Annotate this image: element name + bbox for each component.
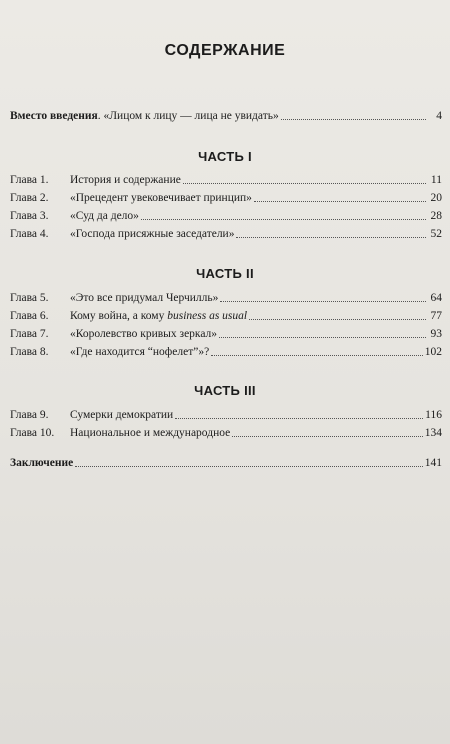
chapter-number: Глава 5. xyxy=(10,292,49,304)
chapter-title: «Это все придумал Черчилль» xyxy=(70,292,219,304)
chapter-number: Глава 4. xyxy=(10,228,49,240)
toc-entry-intro[interactable] xyxy=(10,108,442,124)
page-number: 52 xyxy=(430,228,442,240)
toc-entry-chapter-8[interactable] xyxy=(10,344,442,360)
chapter-number: Глава 7. xyxy=(10,328,49,340)
toc-entry-chapter-9[interactable] xyxy=(10,407,442,423)
toc-entry-chapter-5[interactable] xyxy=(10,290,442,306)
chapter-number: Глава 10. xyxy=(10,427,55,439)
dot-leader xyxy=(219,326,426,338)
toc-entry-chapter-2[interactable] xyxy=(10,190,442,206)
page-number: 64 xyxy=(430,292,442,304)
chapter-number: Глава 6. xyxy=(10,310,49,322)
page-number: 93 xyxy=(430,328,442,340)
part-heading-2: ЧАСТЬ II xyxy=(196,266,254,281)
chapter-number: Глава 1. xyxy=(10,174,49,186)
chapter-title: «Где находится “нофелет”»? xyxy=(70,346,210,358)
page-number: 141 xyxy=(424,457,442,469)
chapter-number: Глава 9. xyxy=(10,409,49,421)
page-number: 20 xyxy=(430,192,442,204)
toc-entry-chapter-7[interactable] xyxy=(10,326,442,342)
chapter-title: Национальное и международное xyxy=(70,427,231,439)
page-number: 134 xyxy=(424,427,442,439)
toc-entry-chapter-10[interactable] xyxy=(10,425,442,441)
chapter-title: «Господа присяжные заседатели» xyxy=(70,228,235,240)
chapter-title: Кому война, а кому xyxy=(70,310,168,322)
dot-leader xyxy=(211,344,423,356)
page-number: 116 xyxy=(425,409,442,421)
dot-leader xyxy=(254,190,426,202)
page-title: СОДЕРЖАНИЕ xyxy=(164,42,286,59)
dot-leader xyxy=(281,108,426,120)
toc-entry-chapter-4[interactable] xyxy=(10,226,442,242)
page-number: 4 xyxy=(436,110,442,122)
toc-entry-chapter-6[interactable] xyxy=(10,308,442,324)
chapter-title: «Суд да дело» xyxy=(70,210,139,222)
toc-entry-chapter-1[interactable] xyxy=(10,172,442,188)
page-number: 28 xyxy=(430,210,442,222)
conclusion-label: Заключение xyxy=(10,457,74,469)
chapter-title: Сумерки демократии xyxy=(70,409,174,421)
page-number: 11 xyxy=(430,174,442,186)
page-number: 102 xyxy=(424,346,442,358)
dot-leader xyxy=(236,226,426,238)
dot-leader xyxy=(75,455,423,467)
chapter-title: «Прецедент увековечивает принцип» xyxy=(70,192,252,204)
dot-leader xyxy=(141,208,426,220)
dot-leader xyxy=(220,290,426,302)
chapter-number: Глава 3. xyxy=(10,210,49,222)
part-heading-1: ЧАСТЬ I xyxy=(198,149,252,164)
chapter-title-italic: business as usual xyxy=(167,310,248,322)
part-heading-3: ЧАСТЬ III xyxy=(194,383,256,398)
page-number: 77 xyxy=(430,310,442,322)
dot-leader xyxy=(175,407,423,419)
intro-title: . «Лицом к лицу — лица не увидать» xyxy=(97,110,279,122)
intro-label: Вместо введения xyxy=(10,110,98,122)
chapter-title: «Королевство кривых зеркал» xyxy=(70,328,218,340)
toc-entry-conclusion[interactable] xyxy=(10,455,442,471)
dot-leader xyxy=(232,425,423,437)
chapter-number: Глава 2. xyxy=(10,192,49,204)
dot-leader xyxy=(249,308,426,320)
dot-leader xyxy=(183,172,426,184)
toc-entry-chapter-3[interactable] xyxy=(10,208,442,224)
chapter-number: Глава 8. xyxy=(10,346,49,358)
chapter-title: История и содержание xyxy=(70,174,181,186)
